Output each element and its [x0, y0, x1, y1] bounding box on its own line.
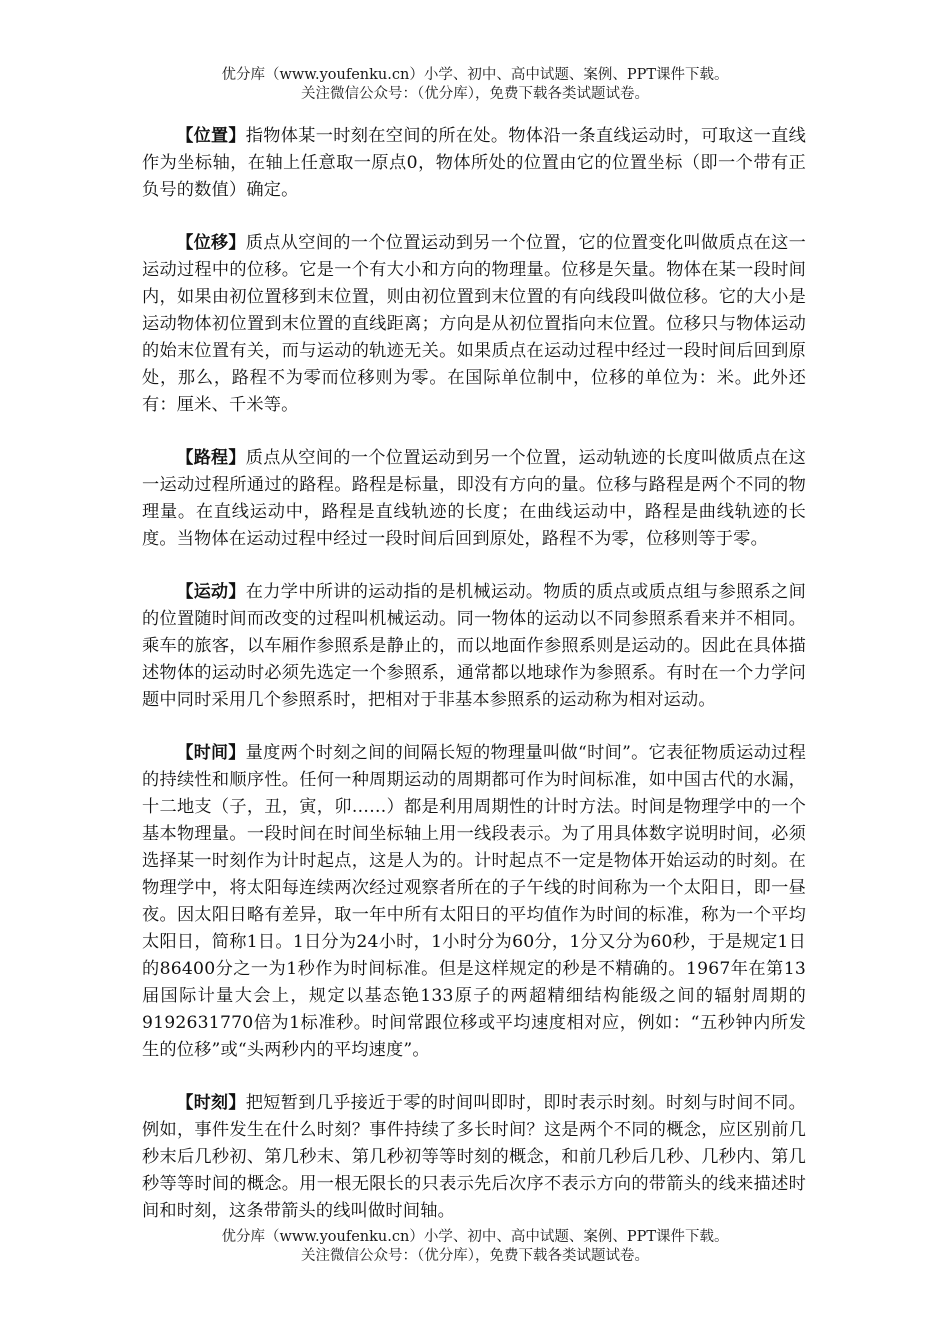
- text-time: 量度两个时刻之间的间隔长短的物理量叫做“时间”。它表征物质运动过程的持续性和顺序性。任何一种周期运动的周期都可作为时间标准，如中国古代的水漏，十二地支（子，丑，寅，卯……）都是利用周期性的计时方法。时间是物理学中的一个基本物理量。一段时间在时间坐标轴上用一线段表示。为了用具体数字说明时间，必须选择某一时刻作为计时起点，这是人为的。计时起点不一定是物体开始运动的时刻。在物理学中，将太阳每连续两次经过观察者所在的子午线的时间称为一个太阳日，即一昼夜。因太阳日略有差异，取一年中所有太阳日的平均值作为时间的标准，称为一个平均太阳日，简称1日。1日分为24小时，1小时分为60分，1分又分为60秒，于是规定1日的86400分之一为1秒作为时间标准。但是这样规定的秒是不精确的。1967年在第13届国际计量大会上，规定以基态铯133原子的两超精细结构能级之间的辐射周期的9192631770倍为1标准秒。时间常跟位移或平均速度相对应，例如：“五秒钟内所发生的位移”或“头两秒内的平均速度”。: [142, 743, 806, 1060]
- paragraph-motion: [142, 579, 806, 714]
- paragraph-distance: [142, 445, 806, 553]
- term-moment: 【时刻】: [176, 1093, 246, 1113]
- document-body: [142, 123, 806, 1251]
- term-distance: 【路程】: [176, 448, 246, 468]
- footer-line-2: 关注微信公众号：（优分库），免费下载各类试题试卷。: [301, 1248, 649, 1264]
- text-displacement: 质点从空间的一个位置运动到另一个位置，它的位置变化叫做质点在这一运动过程中的位移。它是一个有大小和方向的物理量。位移是矢量。物体在某一段时间内，如果由初位置移到末位置，则由初位置到末位置的有向线段叫做位移。它的大小是运动物体初位置到末位置的直线距离；方向是从初位置指向末位置。位移只与物体运动的始末位置有关，而与运动的轨迹无关。如果质点在运动过程中经过一段时间后回到原处，那么，路程不为零而位移则为零。在国际单位制中，位移的单位为：米。此外还有：厘米、千米等。: [142, 233, 806, 415]
- text-moment: 把短暂到几乎接近于零的时间叫即时，即时表示时刻。时刻与时间不同。例如，事件发生在什么时刻？事件持续了多长时间？这是两个不同的概念，应区别前几秒末后几秒初、第几秒末、第几秒初等等时刻的概念，和前几秒后几秒、几秒内、第几秒等等时间的概念。用一根无限长的只表示先后次序不表示方向的带箭头的线来描述时间和时刻，这条带箭头的线叫做时间轴。: [142, 1093, 806, 1221]
- paragraph-time: [142, 740, 806, 1064]
- text-motion: 在力学中所讲的运动指的是机械运动。物质的质点或质点组与参照系之间的位置随时间而改变的过程叫机械运动。同一物体的运动以不同参照系看来并不相同。乘车的旅客，以车厢作参照系是静止的，而以地面作参照系则是运动的。因此在具体描述物体的运动时必须先选定一个参照系，通常都以地球作为参照系。有时在一个力学问题中同时采用几个参照系时，把相对于非基本参照系的运动称为相对运动。: [142, 582, 806, 710]
- term-displacement: 【位移】: [176, 233, 246, 253]
- text-position: 指物体某一时刻在空间的所在处。物体沿一条直线运动时，可取这一直线作为坐标轴，在轴上任意取一原点0，物体所处的位置由它的位置坐标（即一个带有正负号的数值）确定。: [142, 126, 806, 200]
- page-header: [0, 66, 950, 104]
- page-footer: [0, 1228, 950, 1266]
- paragraph-moment: [142, 1090, 806, 1225]
- term-motion: 【运动】: [176, 582, 246, 602]
- footer-line-1: 优分库（www.youfenku.cn）小学、初中、高中试题、案例、PPT课件下载。: [221, 1229, 729, 1245]
- header-line-2: 关注微信公众号：（优分库），免费下载各类试题试卷。: [301, 86, 649, 102]
- term-position: 【位置】: [176, 126, 246, 146]
- text-distance: 质点从空间的一个位置运动到另一个位置，运动轨迹的长度叫做质点在这一运动过程所通过的路程。路程是标量，即没有方向的量。位移与路程是两个不同的物理量。在直线运动中，路程是直线轨迹的长度；在曲线运动中，路程是曲线轨迹的长度。当物体在运动过程中经过一段时间后回到原处，路程不为零，位移则等于零。: [142, 448, 806, 549]
- term-time: 【时间】: [176, 743, 246, 763]
- header-line-1: 优分库（www.youfenku.cn）小学、初中、高中试题、案例、PPT课件下载。: [221, 67, 729, 83]
- paragraph-position: [142, 123, 806, 204]
- paragraph-displacement: [142, 230, 806, 419]
